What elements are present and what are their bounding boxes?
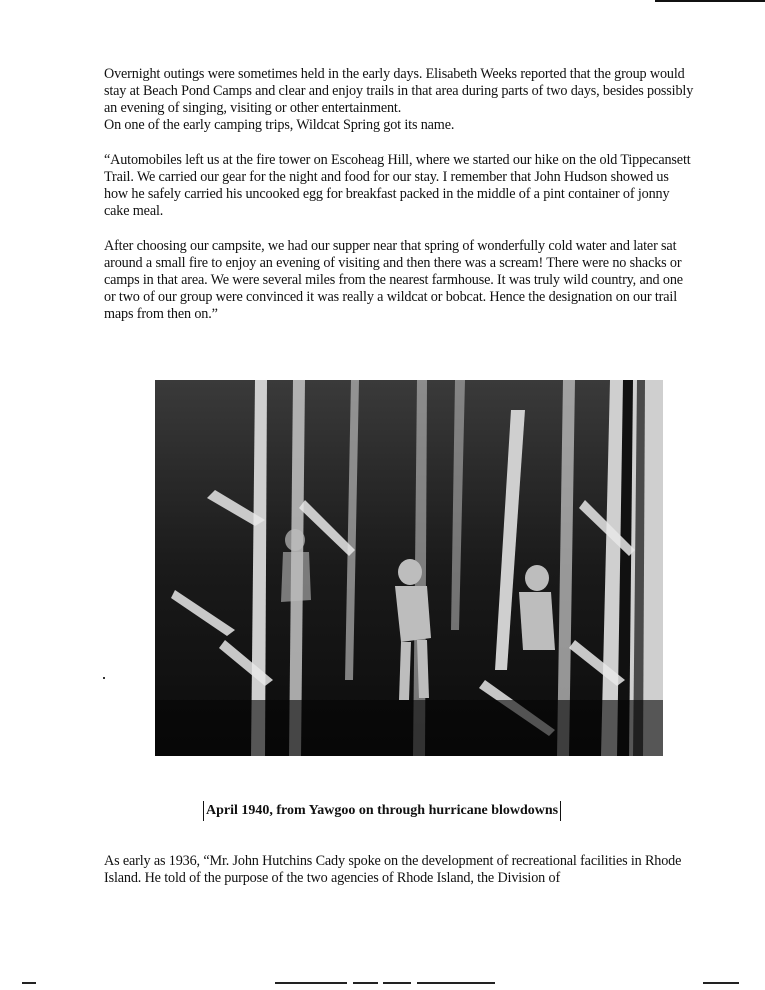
footer-rule (703, 982, 739, 984)
top-edge-rule (655, 0, 765, 2)
footer-rule (22, 982, 36, 984)
paragraph-quote-automobiles: “Automobiles left us at the fire tower on Escoheag Hill, where we started our hike on the old Tippecansett Trail. We carried our gear for the night and food for our stay. I remember that John Hudson showed us how he safely carried his uncooked egg for breakfast packed in the middle of a pint container of jonny cake meal. (104, 152, 691, 219)
paragraph-quote-campsite: After choosing our campsite, we had our supper near that spring of wonderfully cold water and later sat around a small fire to enjoy an evening of visiting and then there was a scream! There were no shacks or camps in that area. We were several miles from the nearest farmhouse. It was truly wild country, and one or two of our group were convinced it was really a wildcat or bobcat. Hence the designation on our trail maps from then on.” (104, 238, 683, 322)
scan-speck (103, 677, 105, 679)
paragraph-john-hutchins-cady: As early as 1936, “Mr. John Hutchins Cady spoke on the development of recreational facilities in Rhode Island. He told of the purpose of the two agencies of Rhode Island, the Division of (104, 853, 682, 886)
footer-rule (275, 982, 347, 984)
photo-caption: April 1940, from Yawgoo on through hurricane blowdowns (203, 801, 561, 821)
footer-rule (383, 982, 411, 984)
footer-rule (353, 982, 378, 984)
paragraph-text: On one of the early camping trips, Wildcat Spring got its name. (104, 117, 455, 133)
paragraph-text: Overnight outings were sometimes held in the early days. Elisabeth Weeks reported that the group would stay at Beach Pond Camps and clear and enjoy trails in that area during parts of two days, besides possibly an evening of singing, visiting or other entertainment. (104, 66, 694, 116)
paragraph-overnight-outings (104, 66, 694, 134)
campers-forest-photo (155, 380, 663, 756)
footer-rule (417, 982, 495, 984)
forest-photo-image (155, 380, 663, 756)
